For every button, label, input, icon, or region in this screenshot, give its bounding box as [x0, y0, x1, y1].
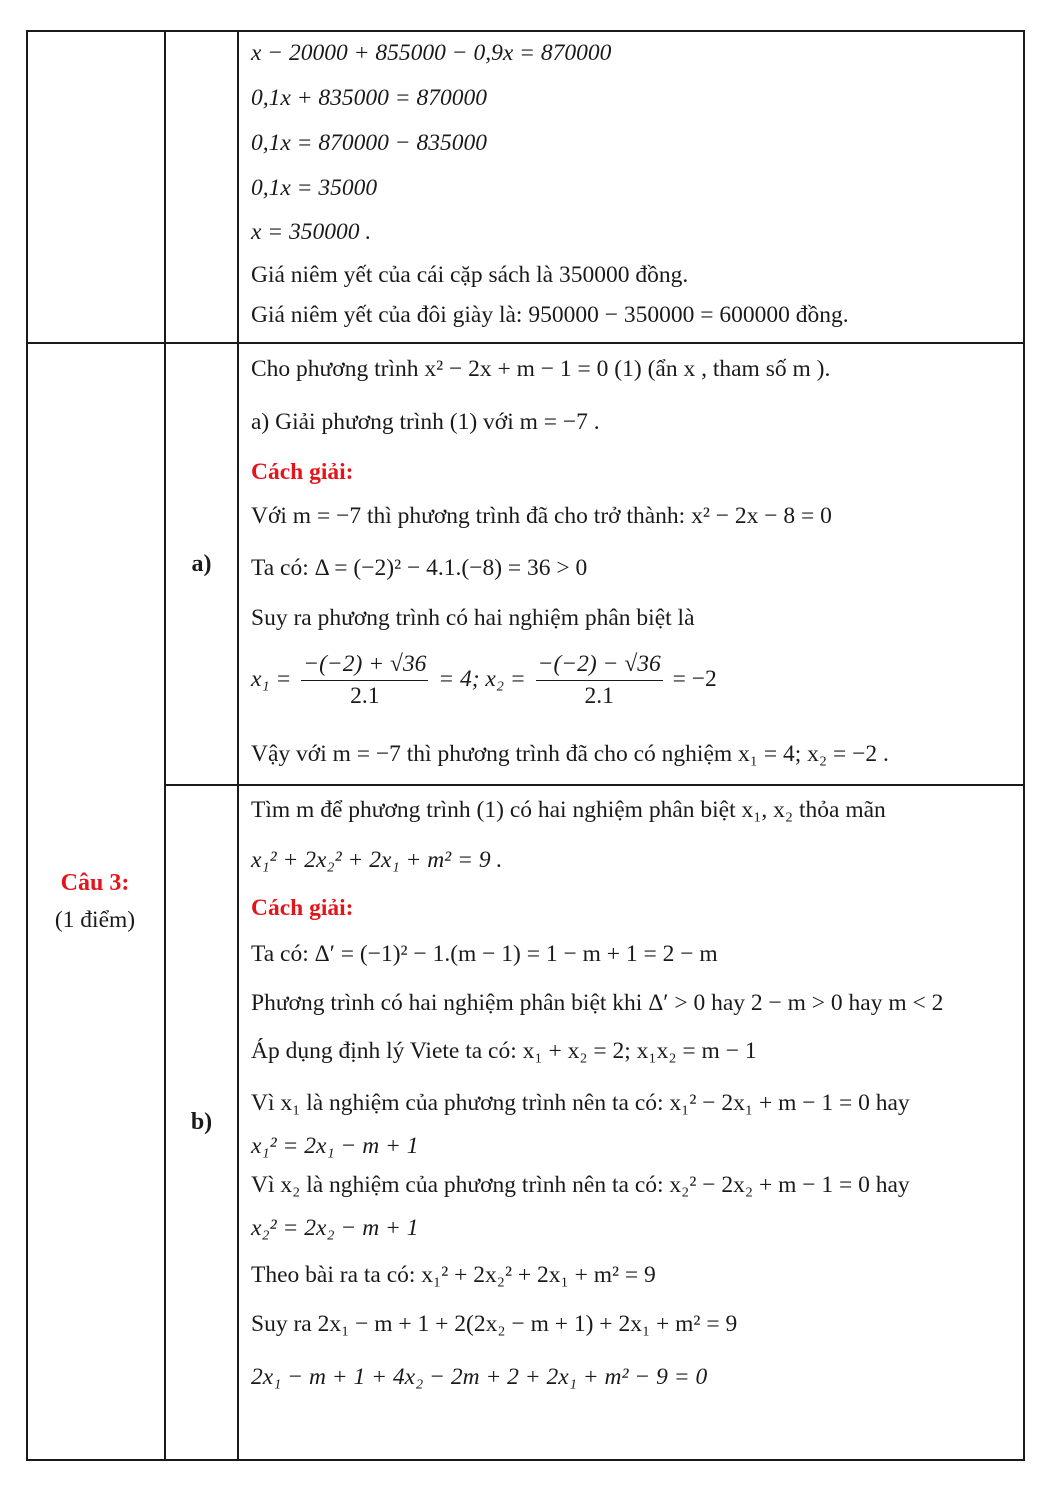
column-divider-2: [237, 30, 239, 1461]
x2-fraction: [536, 650, 663, 711]
x1-value: = 4; x₂ =: [438, 666, 526, 692]
equation-line: x = 350000 .: [251, 219, 372, 245]
x1-denominator: 2.1: [350, 683, 380, 710]
solution-heading: Cách giải:: [251, 459, 354, 485]
equation-line: 0,1x + 835000 = 870000: [251, 85, 488, 111]
equation-line: 0,1x = 870000 − 835000: [251, 130, 488, 156]
answer-table: [26, 30, 1025, 1461]
section1-content: [251, 30, 1017, 342]
solution-line: Ta có: Δ = (−2)² − 4.1.(−8) = 36 > 0: [251, 555, 588, 581]
solution-line: Ta có: Δ′ = (−1)² − 1.(m − 1) = 1 − m + 1 = 2 − m: [251, 941, 718, 967]
question-title: Câu 3:: [60, 869, 130, 896]
part-a-cell: [166, 344, 237, 784]
solution-line: Suy ra 2x₁ − m + 1 + 2(2x₂ − m + 1) + 2x₁ + m² = 9: [251, 1311, 738, 1337]
x1-fraction: [301, 650, 428, 711]
task-a: a) Giải phương trình (1) với m = −7 .: [251, 409, 600, 435]
solution-heading: Cách giải:: [251, 895, 354, 921]
question-cell: [26, 344, 164, 1459]
solution-line: Áp dụng định lý Viete ta có: x₁ + x₂ = 2; x₁x₂ = m − 1: [251, 1038, 757, 1064]
part-b-content: [251, 786, 1017, 1459]
table-right-border: [1023, 30, 1025, 1461]
solution-line: Suy ra phương trình có hai nghiệm phân biệt là: [251, 605, 695, 631]
conclusion-line: Vậy với m = −7 thì phương trình đã cho có nghiệm x₁ = 4; x₂ = −2 .: [251, 741, 889, 767]
solution-line: Vì x₁ là nghiệm của phương trình nên ta có: x₁² − 2x₁ + m − 1 = 0 hay: [251, 1090, 910, 1116]
table-bottom-border: [26, 1459, 1025, 1461]
roots-formula: [251, 649, 717, 711]
solution-line: Với m = −7 thì phương trình đã cho trở thành: x² − 2x − 8 = 0: [251, 503, 832, 529]
question-points: (1 điểm): [54, 906, 136, 933]
task-b-condition: x₁² + 2x₂² + 2x₁ + m² = 9 .: [251, 847, 503, 873]
solution-line: Theo bài ra ta có: x₁² + 2x₂² + 2x₁ + m² = 9: [251, 1262, 656, 1288]
solution-line: Phương trình có hai nghiệm phân biệt khi Δ′ > 0 hay 2 − m > 0 hay m < 2: [251, 990, 944, 1016]
x2-numerator: −(−2) − √36: [536, 650, 663, 681]
part-a-content: [251, 344, 1017, 784]
result-line: Giá niêm yết của đôi giày là: 950000 − 350000 = 600000 đồng.: [251, 302, 849, 328]
task-b: Tìm m để phương trình (1) có hai nghiệm phân biệt x₁, x₂ thỏa mãn: [251, 797, 886, 823]
solution-line: 2x₁ − m + 1 + 4x₂ − 2m + 2 + 2x₁ + m² − 9 = 0: [251, 1364, 708, 1390]
x2-denominator: 2.1: [584, 683, 614, 710]
part-a-label: a): [191, 550, 212, 577]
part-b-cell: [166, 786, 237, 1459]
equation-line: 0,1x = 35000: [251, 175, 378, 201]
part-b-label: b): [190, 1109, 213, 1135]
equation-line: x − 20000 + 855000 − 0,9x = 870000: [251, 40, 612, 66]
x1-numerator: −(−2) + √36: [301, 650, 428, 681]
x2-value: = −2: [672, 666, 717, 692]
solution-line: Vì x₂ là nghiệm của phương trình nên ta có: x₂² − 2x₂ + m − 1 = 0 hay: [251, 1172, 910, 1198]
result-line: Giá niêm yết của cái cặp sách là 350000 đồng.: [251, 262, 689, 288]
problem-statement: Cho phương trình x² − 2x + m − 1 = 0 (1) (ẩn x , tham số m ).: [251, 356, 831, 382]
x1-lhs: x₁ =: [251, 666, 292, 692]
solution-line: x₂² = 2x₂ − m + 1: [251, 1215, 419, 1241]
solution-line: x₁² = 2x₁ − m + 1: [251, 1133, 419, 1159]
